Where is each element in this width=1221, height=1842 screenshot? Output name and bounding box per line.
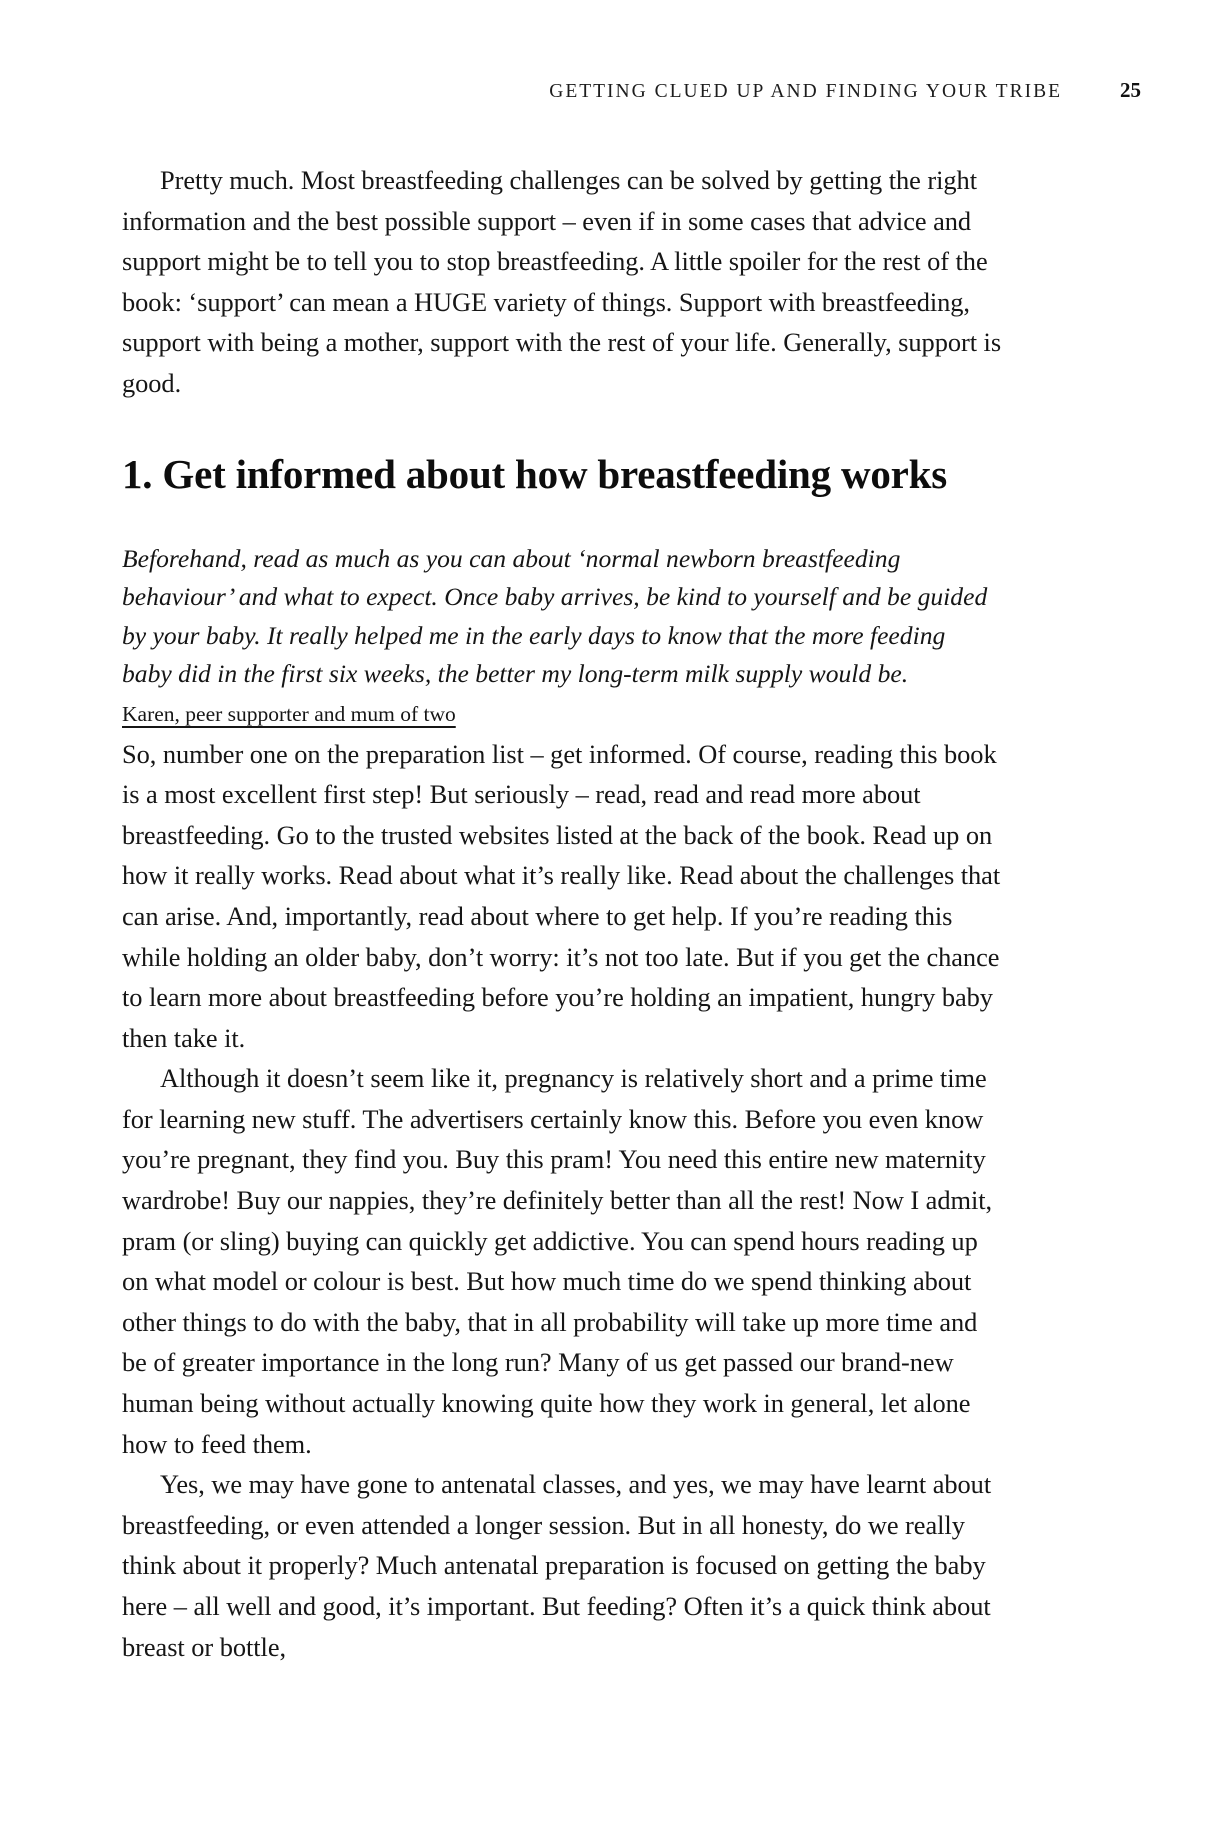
- pull-quote-attribution: Karen, peer supporter and mum of two: [122, 701, 456, 726]
- paragraph-pretty-much: Pretty much. Most breastfeeding challenges can be solved by getting the right information and the best possible support – even if in some cases that advice and support might be to tell you to stop breastfeeding. A little spoiler for the rest of the book: ‘support’ can mean a HUGE variety of things. Support with breastfeeding, support with being a mother, support with the rest of your life. Generally, support is good.: [122, 165, 1002, 398]
- pull-quote-text: Beforehand, read as much as you can about ‘normal newborn breastfeeding behaviour’ and what to expect. Once baby arrives, be kind to yourself and be guided by your baby. It really helped me in the early days to know that the more feeding baby did in the first six weeks, the better my long-term milk supply would be.: [122, 543, 988, 689]
- pull-quote: [122, 540, 998, 734]
- paragraph-yes-we-may-have: Yes, we may have gone to antenatal classes, and yes, we may have learnt about breastfeeding, or even attended a longer session. But in all honesty, do we really think about it properly? Much antenatal preparation is focused on getting the baby here – all well and good, it’s important. But feeding? Often it’s a quick think about breast or bottle,: [122, 1469, 992, 1662]
- paragraph-so-number-one: So, number one on the preparation list – get informed. Of course, reading this book is a most excellent first step! But seriously – read, read and read more about breastfeeding. Go to the trusted websites listed at the back of the book. Read up on how it really works. Read about what it’s really like. Read about the challenges that can arise. And, importantly, read about where to get help. If you’re reading this while holding an older baby, don’t worry: it’s not too late. But if you get the chance to learn more about breastfeeding before you’re holding an impatient, hungry baby then take it.: [122, 738, 1001, 1053]
- running-head: [120, 78, 1141, 112]
- running-head-title: GETTING CLUED UP AND FINDING YOUR TRIBE: [549, 81, 1062, 102]
- text-column: [122, 160, 1002, 1667]
- paragraph-although-it-doesnt: Although it doesn’t seem like it, pregnancy is relatively short and a prime time for learning new stuff. The advertisers certainly know this. Before you even know you’re pregnant, they find you. Buy this pram! You need this entire new maternity wardrobe! Buy our nappies, they’re definitely better than all the rest! Now I admit, pram (or sling) buying can quickly get addictive. You can spend hours reading up on what model or colour is best. But how much time do we spend thinking about other things to do with the baby, that in all probability will take up more time and be of greater importance in the long run? Many of us get passed our brand-new human being without actually knowing quite how they work in general, let alone how to feed them.: [122, 1063, 993, 1459]
- section-heading-get-informed: 1. Get informed about how breastfeeding works: [122, 450, 948, 497]
- page-number: 25: [1120, 78, 1141, 102]
